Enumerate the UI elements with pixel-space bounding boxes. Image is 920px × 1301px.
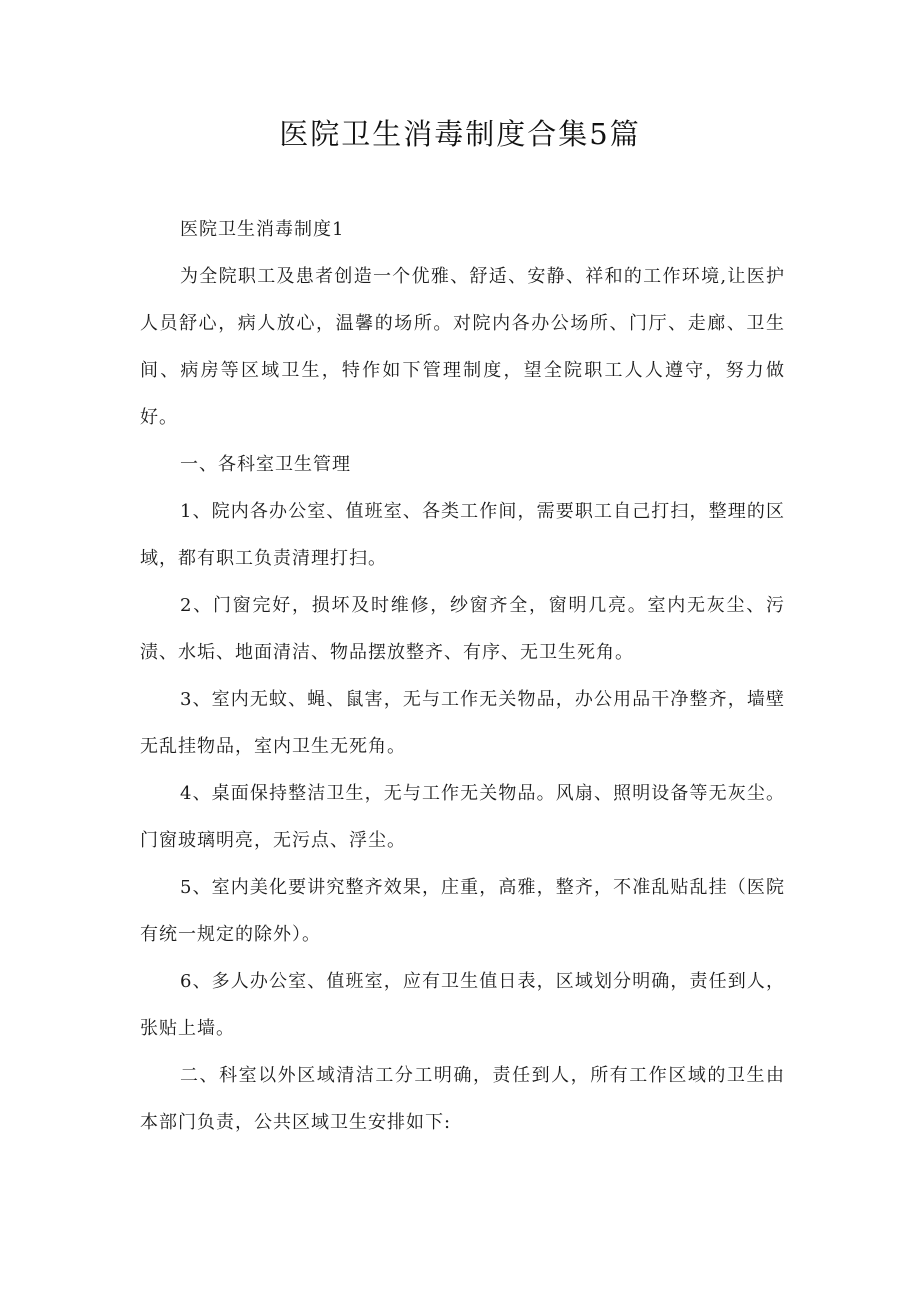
rule-item-1: 1、院内各办公室、值班室、各类工作间，需要职工自己打扫，整理的区域，都有职工负责清理打扫。: [140, 501, 785, 569]
document-body: [140, 206, 785, 1146]
document-title: 医院卫生消毒制度合集5篇: [279, 117, 641, 151]
subsection-heading: 一、各科室卫生管理: [180, 454, 351, 475]
rule-item-3: 3、室内无蚊、蝇、鼠害，无与工作无关物品，办公用品干净整齐，墙壁无乱挂物品，室内卫生无死角。: [140, 689, 785, 757]
rule-item-4: 4、桌面保持整洁卫生，无与工作无关物品。风扇、照明设备等无灰尘。门窗玻璃明亮，无污点、浮尘。: [140, 783, 785, 851]
rule-item-2: 2、门窗完好，损坏及时维修，纱窗齐全，窗明几亮。室内无灰尘、污渍、水垢、地面清洁、物品摆放整齐、有序、无卫生死角。: [140, 595, 785, 663]
rule-item-6: 6、多人办公室、值班室，应有卫生值日表，区域划分明确，责任到人，张贴上墙。: [140, 971, 785, 1039]
section-heading: 医院卫生消毒制度1: [180, 219, 345, 240]
subsection-paragraph: 二、科室以外区域清洁工分工明确，责任到人，所有工作区域的卫生由本部门负责，公共区域卫生安排如下:: [140, 1065, 785, 1133]
rule-item-5: 5、室内美化要讲究整齐效果，庄重，高雅，整齐，不准乱贴乱挂（医院有统一规定的除外）。: [140, 877, 785, 945]
intro-paragraph: 为全院职工及患者创造一个优雅、舒适、安静、祥和的工作环境,让医护人员舒心，病人放心，温馨的场所。对院内各办公场所、门厅、走廊、卫生间、病房等区域卫生，特作如下管理制度，望全院职工人人遵守，努力做好。: [140, 266, 785, 428]
